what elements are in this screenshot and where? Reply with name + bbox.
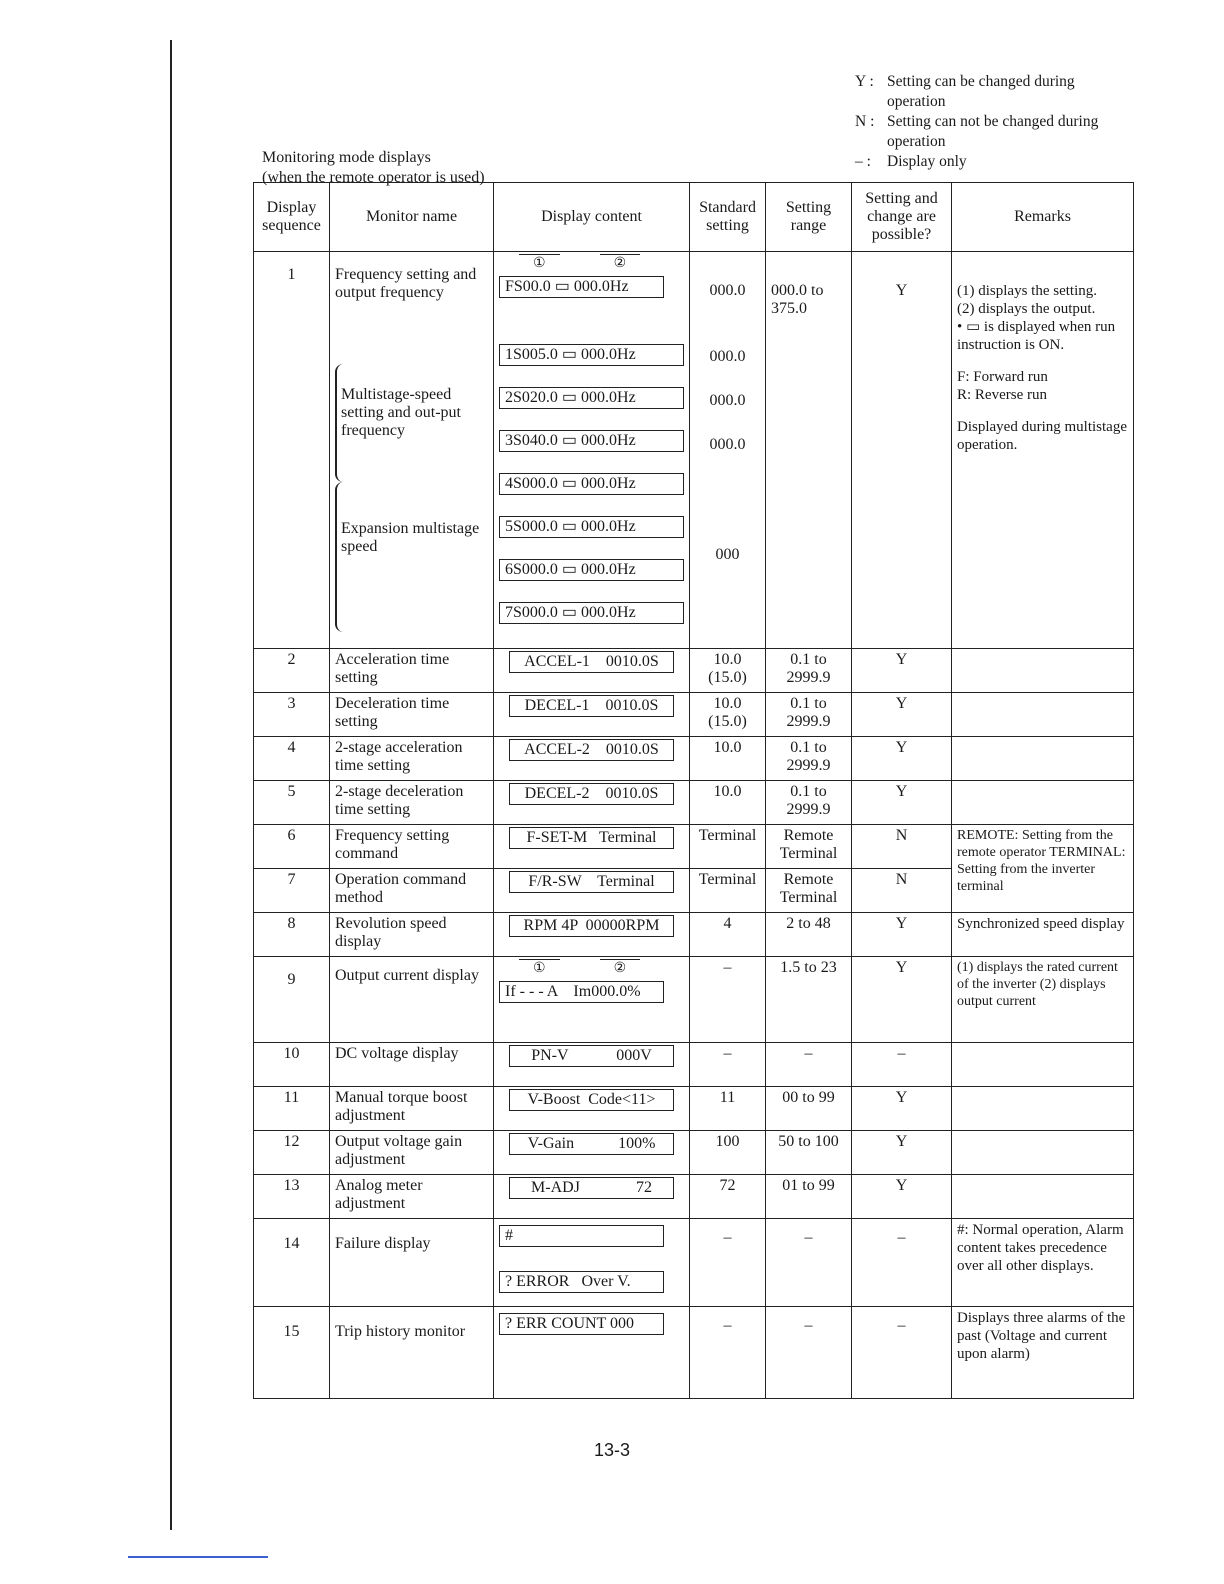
- standard-setting-cell: [690, 252, 766, 649]
- table-row: [254, 1219, 1134, 1307]
- table-row: [254, 913, 1134, 957]
- change-legend: [855, 72, 1127, 172]
- remarks-cell: [952, 1175, 1134, 1219]
- standard-setting-cell: 10.0 (15.0): [690, 649, 766, 693]
- legend-key: – :: [855, 153, 871, 170]
- table-row: [254, 1131, 1134, 1175]
- remarks-cell: (1) displays the rated current of the inverter (2) displays output current: [952, 957, 1134, 1043]
- display-content-cell: [494, 737, 690, 781]
- lcd-display: RPM 4P 00000RPM: [509, 915, 674, 937]
- monitor-name-cell: Deceleration time setting: [330, 693, 494, 737]
- standard-setting-cell: 4: [690, 913, 766, 957]
- change-possible-cell: –: [852, 1043, 952, 1087]
- remarks-cell: [952, 1043, 1134, 1087]
- lcd-display: ACCEL-1 0010.0S: [509, 651, 674, 673]
- monitor-name-cell: Frequency setting command: [330, 825, 494, 869]
- change-possible-cell: Y: [852, 649, 952, 693]
- change-possible-cell: Y: [852, 957, 952, 1043]
- sequence-cell: 12: [254, 1131, 330, 1175]
- table-row: [254, 693, 1134, 737]
- remarks-cell: [952, 781, 1134, 825]
- standard-setting-cell: 11: [690, 1087, 766, 1131]
- setting-range-cell: 50 to 100: [766, 1131, 852, 1175]
- lcd-display: DECEL-2 0010.0S: [509, 783, 674, 805]
- monitor-name: Expansion multistage speed: [335, 482, 488, 632]
- monitor-name-cell: Output current display: [330, 957, 494, 1043]
- legend-row-display-only: [855, 152, 1127, 172]
- monitor-name-cell: Trip history monitor: [330, 1307, 494, 1399]
- lcd-display: DECEL-1 0010.0S: [509, 695, 674, 717]
- marker-2: ②: [600, 959, 641, 981]
- display-content-cell: [494, 869, 690, 913]
- header-change: Setting and change are possible?: [852, 183, 952, 252]
- header-standard: Standard setting: [690, 183, 766, 252]
- legend-row-n: [855, 112, 1127, 152]
- sequence-cell: 6: [254, 825, 330, 869]
- remarks-cell: [952, 252, 1134, 649]
- marker-row: [499, 959, 684, 981]
- change-possible-cell: Y: [852, 737, 952, 781]
- monitor-name-cell: DC voltage display: [330, 1043, 494, 1087]
- change-possible-cell: Y: [852, 693, 952, 737]
- legend-row-y: [855, 72, 1127, 112]
- lcd-display: 7S000.0 ▭ 000.0Hz: [499, 602, 684, 624]
- monitor-name-cell: Operation command method: [330, 869, 494, 913]
- display-content-cell: [494, 825, 690, 869]
- remark-line: Displayed during multistage operation.: [957, 419, 1127, 453]
- monitor-name-cell: Analog meter adjustment: [330, 1175, 494, 1219]
- change-possible-cell: N: [852, 825, 952, 869]
- lcd-display: ACCEL-2 0010.0S: [509, 739, 674, 761]
- monitor-name-cell: [330, 252, 494, 649]
- monitor-name-cell: 2-stage deceleration time setting: [330, 781, 494, 825]
- standard-setting-cell: –: [690, 957, 766, 1043]
- standard-setting-cell: 72: [690, 1175, 766, 1219]
- monitor-name-cell: Manual torque boost adjustment: [330, 1087, 494, 1131]
- monitoring-mode-table: [253, 182, 1134, 1399]
- sequence-cell: 3: [254, 693, 330, 737]
- lcd-display: FS00.0 ▭ 000.0Hz: [499, 276, 664, 298]
- table-row: [254, 1175, 1134, 1219]
- marker-2: ②: [600, 254, 641, 276]
- setting-range-cell: Remote Terminal: [766, 825, 852, 869]
- display-content-cell: [494, 1087, 690, 1131]
- monitor-name-cell: Failure display: [330, 1219, 494, 1307]
- remarks-cell: [952, 1131, 1134, 1175]
- monitor-name: Multistage-speed setting and out-put frequency: [335, 364, 488, 482]
- remarks-cell: #: Normal operation, Alarm content takes precedence over all other displays.: [952, 1219, 1134, 1307]
- scan-artifact-line: [128, 1556, 268, 1558]
- standard-value: 000: [715, 546, 740, 563]
- sequence-cell: 4: [254, 737, 330, 781]
- standard-setting-cell: –: [690, 1043, 766, 1087]
- legend-key: Y :: [855, 73, 874, 90]
- display-content-cell: [494, 693, 690, 737]
- monitor-name-cell: Revolution speed display: [330, 913, 494, 957]
- standard-value: 000.0: [709, 392, 746, 409]
- standard-value: 000.0: [709, 436, 746, 453]
- setting-range-cell: –: [766, 1307, 852, 1399]
- change-possible-cell: N: [852, 869, 952, 913]
- table-row: [254, 1087, 1134, 1131]
- table-row: [254, 1307, 1134, 1399]
- marker-row: [499, 254, 684, 276]
- standard-setting-cell: 10.0: [690, 781, 766, 825]
- change-possible-cell: –: [852, 1307, 952, 1399]
- lcd-display: 5S000.0 ▭ 000.0Hz: [499, 516, 684, 538]
- setting-range-cell: –: [766, 1043, 852, 1087]
- caption-line-2: (when the remote operator is used): [262, 169, 485, 186]
- remark-line: F: Forward run: [957, 369, 1048, 385]
- lcd-display: V-Gain 100%: [509, 1133, 674, 1155]
- page-number: 13-3: [593, 1440, 631, 1460]
- display-content-cell: [494, 781, 690, 825]
- legend-key: N :: [855, 113, 875, 130]
- remarks-cell: Displays three alarms of the past (Voltage and current upon alarm): [952, 1307, 1134, 1399]
- display-content-cell: [494, 649, 690, 693]
- table-row: [254, 649, 1134, 693]
- table-row: [254, 825, 1134, 869]
- lcd-display: 6S000.0 ▭ 000.0Hz: [499, 559, 684, 581]
- setting-range-cell: 0.1 to 2999.9: [766, 737, 852, 781]
- lcd-display: F/R-SW Terminal: [509, 871, 674, 893]
- header-remarks: Remarks: [952, 183, 1134, 252]
- setting-range-cell: [766, 252, 852, 649]
- standard-setting-cell: –: [690, 1307, 766, 1399]
- marker-1: ①: [519, 959, 560, 981]
- remarks-cell: [952, 649, 1134, 693]
- display-content-cell: [494, 1175, 690, 1219]
- sequence-cell: 14: [254, 1219, 330, 1307]
- standard-setting-cell: 100: [690, 1131, 766, 1175]
- table-row: [254, 957, 1134, 1043]
- change-possible-cell: Y: [852, 913, 952, 957]
- setting-range-cell: 00 to 99: [766, 1087, 852, 1131]
- remarks-cell: REMOTE: Setting from the remote operator TERMINAL: Setting from the inverter terminal: [952, 825, 1134, 913]
- standard-setting-cell: 10.0: [690, 737, 766, 781]
- display-content-cell: [494, 913, 690, 957]
- change-possible-cell: –: [852, 1219, 952, 1307]
- display-content-cell: [494, 1131, 690, 1175]
- remarks-cell: [952, 693, 1134, 737]
- standard-value: 000.0: [709, 282, 746, 299]
- lcd-display: 3S040.0 ▭ 000.0Hz: [499, 430, 684, 452]
- standard-setting-cell: Terminal: [690, 825, 766, 869]
- standard-setting-cell: Terminal: [690, 869, 766, 913]
- setting-range-cell: 1.5 to 23: [766, 957, 852, 1043]
- table-row: [254, 737, 1134, 781]
- remark-line: (2) displays the output.: [957, 301, 1096, 317]
- change-possible-cell: Y: [852, 1131, 952, 1175]
- lcd-display: #: [499, 1225, 664, 1247]
- sequence-cell: 8: [254, 913, 330, 957]
- change-possible-cell: Y: [852, 1087, 952, 1131]
- standard-setting-cell: 10.0 (15.0): [690, 693, 766, 737]
- remarks-cell: [952, 1087, 1134, 1131]
- monitor-name-cell: Acceleration time setting: [330, 649, 494, 693]
- setting-range-cell: 0.1 to 2999.9: [766, 649, 852, 693]
- lcd-display: 4S000.0 ▭ 000.0Hz: [499, 473, 684, 495]
- legend-text: Setting can not be changed during operation: [887, 113, 1099, 150]
- display-content-cell: [494, 1307, 690, 1399]
- lcd-display: F-SET-M Terminal: [509, 827, 674, 849]
- remarks-cell: Synchronized speed display: [952, 913, 1134, 957]
- header-row: [254, 183, 1134, 252]
- monitor-name-cell: 2-stage acceleration time setting: [330, 737, 494, 781]
- table-row: [254, 781, 1134, 825]
- remarks-cell: [952, 737, 1134, 781]
- remark-line: (1) displays the setting.: [957, 283, 1097, 299]
- sequence-cell: 9: [254, 957, 330, 1043]
- sequence-cell: 11: [254, 1087, 330, 1131]
- lcd-display: M-ADJ 72: [509, 1177, 674, 1199]
- monitor-name: Frequency setting and output frequency: [335, 266, 477, 301]
- monitor-name-cell: Output voltage gain adjustment: [330, 1131, 494, 1175]
- remark-line: • ▭ is displayed when run instruction is ON.: [957, 319, 1116, 353]
- table-row: [254, 1043, 1134, 1087]
- header-monitor: Monitor name: [330, 183, 494, 252]
- change-possible-cell: Y: [852, 781, 952, 825]
- header-range: Setting range: [766, 183, 852, 252]
- lcd-display: PN-V 000V: [509, 1045, 674, 1067]
- display-content-cell: [494, 1043, 690, 1087]
- lcd-display: 2S020.0 ▭ 000.0Hz: [499, 387, 684, 409]
- binding-edge-line: [170, 40, 172, 1530]
- lcd-display: V-Boost Code<11>: [509, 1089, 674, 1111]
- setting-range-cell: –: [766, 1219, 852, 1307]
- remark-line: R: Reverse run: [957, 387, 1047, 403]
- range-value: 000.0 to 375.0: [771, 282, 824, 317]
- sequence-cell: 5: [254, 781, 330, 825]
- multistage-displays: [499, 338, 684, 630]
- standard-setting-cell: –: [690, 1219, 766, 1307]
- display-content-cell: [494, 252, 690, 649]
- table-row: [254, 252, 1134, 649]
- lcd-display: 1S005.0 ▭ 000.0Hz: [499, 344, 684, 366]
- lcd-display: ? ERROR Over V.: [499, 1271, 664, 1293]
- display-content-cell: [494, 1219, 690, 1307]
- legend-text: Display only: [887, 153, 967, 170]
- change-possible-cell: Y: [852, 1175, 952, 1219]
- lcd-display: ? ERR COUNT 000: [499, 1313, 664, 1335]
- setting-range-cell: 2 to 48: [766, 913, 852, 957]
- sequence-cell: 1: [254, 252, 330, 649]
- standard-value: 000.0: [709, 348, 746, 365]
- setting-range-cell: 0.1 to 2999.9: [766, 781, 852, 825]
- sequence-cell: 2: [254, 649, 330, 693]
- sequence-cell: 7: [254, 869, 330, 913]
- legend-text: Setting can be changed during operation: [887, 73, 1075, 110]
- setting-range-cell: 0.1 to 2999.9: [766, 693, 852, 737]
- display-content-cell: [494, 957, 690, 1043]
- sequence-cell: 13: [254, 1175, 330, 1219]
- setting-range-cell: 01 to 99: [766, 1175, 852, 1219]
- header-sequence: Display sequence: [254, 183, 330, 252]
- lcd-display: If - - - A Im000.0%: [499, 981, 664, 1003]
- change-possible-cell: [852, 252, 952, 649]
- change-value: Y: [895, 282, 908, 299]
- marker-1: ①: [519, 254, 560, 276]
- setting-range-cell: Remote Terminal: [766, 869, 852, 913]
- sequence-cell: 10: [254, 1043, 330, 1087]
- caption-line-1: Monitoring mode displays: [262, 149, 431, 166]
- header-content: Display content: [494, 183, 690, 252]
- sequence-cell: 15: [254, 1307, 330, 1399]
